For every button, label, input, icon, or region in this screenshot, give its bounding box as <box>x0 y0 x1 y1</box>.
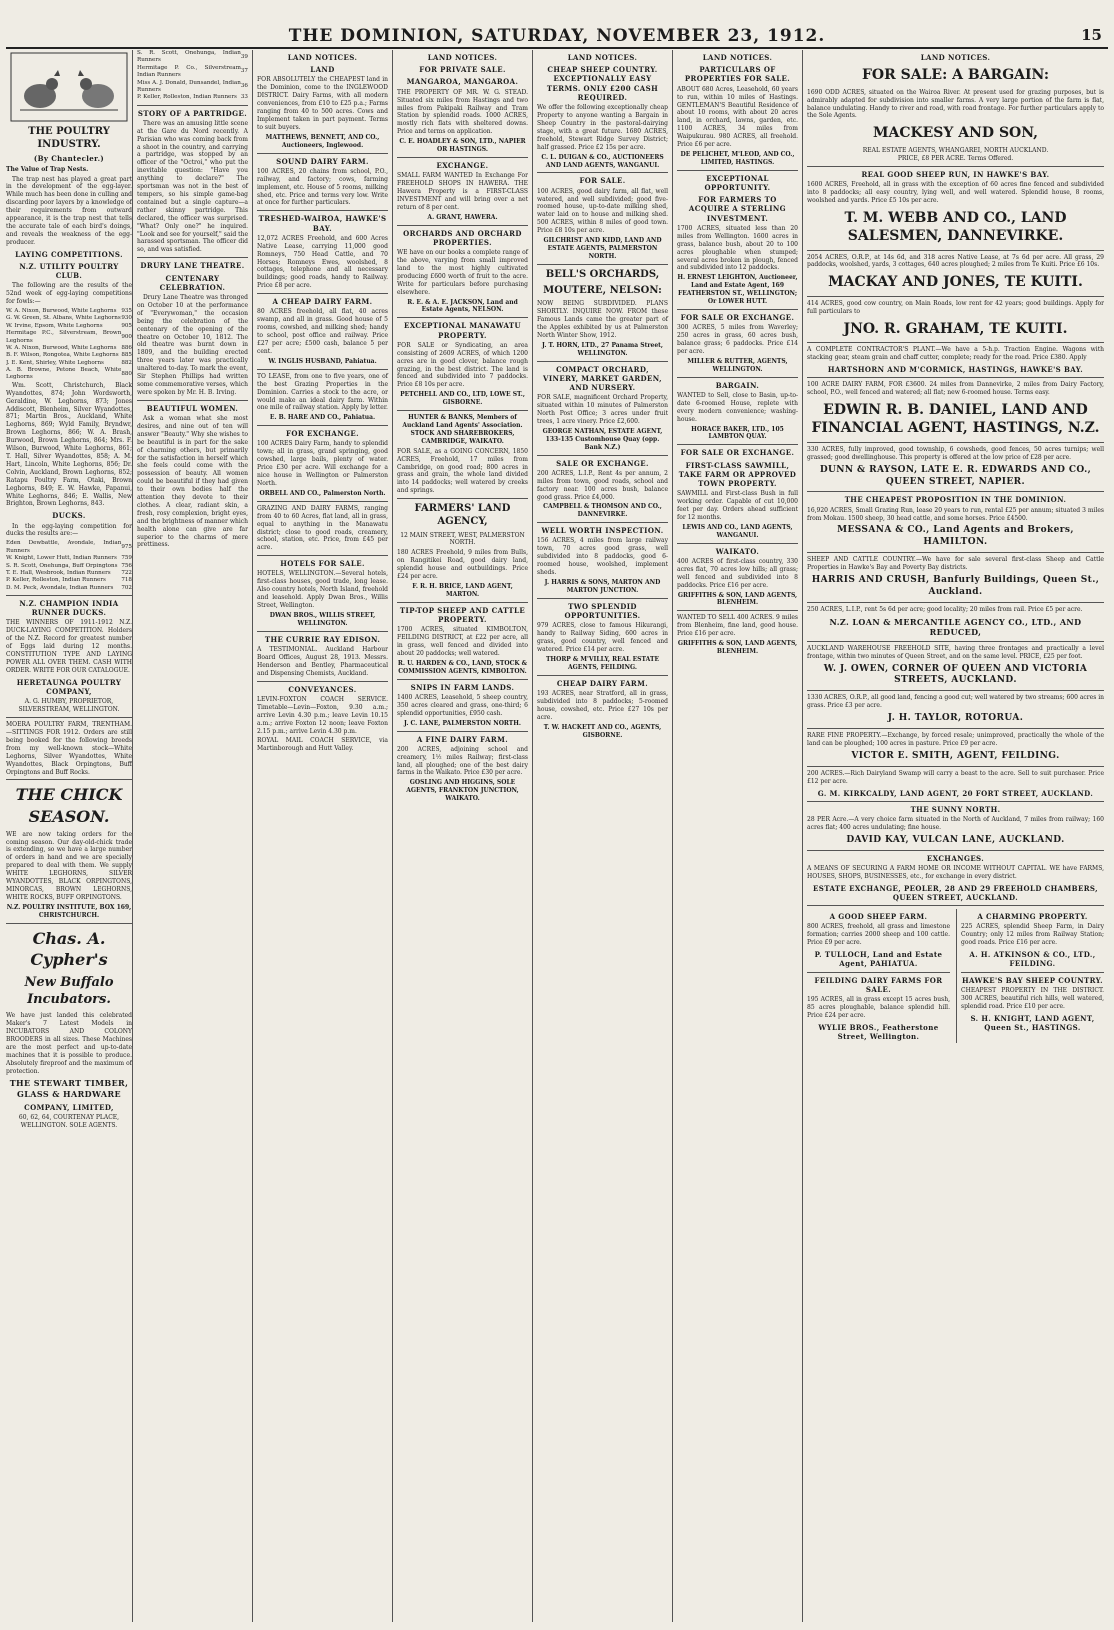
table-row: A. B. Browne, Petone Beach, White Leghorns 880 <box>6 367 132 381</box>
private-sale-body: THE PROPERTY OF MR. W. G. STEAD. Situated six miles from Hastings and two miles from Pakipaki Railway and Tram Station by splendid roads. 1000 ACRES, mostly rich flats with sheltered downs. Price and terms on application. <box>397 88 528 136</box>
well-worth-heading: WELL WORTH INSPECTION. <box>541 526 664 536</box>
sawmill-heading: FIRST-CLASS SAWMILL, TAKE FARM OR APPROVED TOWN PROPERTY. <box>678 460 797 489</box>
chick-season-body: WE are now taking orders for the coming season. Our day-old-chick trade is extending, so we have a large number of orders in hand and we are specially prepared to deal with them. We supply WHITE LEGHORNS, SILVER WYANDOTTES, BLACK ORPINGTONS, MINORCAS, BROWN LEGHORNS, WHITE ROCKS, BUFF ORPINGTONS. <box>6 830 132 901</box>
snips-heading: SNIPS IN FARM LANDS. <box>410 682 515 692</box>
grant-agent: A. GRANT, HAWERA. <box>427 213 498 221</box>
owen-agent: W. J. OWEN, CORNER OF QUEEN AND VICTORIA STREETS, AUCKLAND. <box>823 663 1088 686</box>
hotels-heading: HOTELS FOR SALE. <box>280 559 365 569</box>
cheap-dairy-heading: CHEAP DAIRY FARM. <box>556 678 649 688</box>
dunn-body: 330 ACRES, fully improved, good township, 6 cowsheds, good fences, 50 acres turnips; well grassed; good dwellinghouse. This property is offered at the low price of £28 per acre. <box>807 445 1104 461</box>
daniel-agent: EDWIN R. B. DANIEL, LAND AND FINANCIAL AGENT, HASTINGS, N.Z. <box>811 401 1100 437</box>
webb-body: 1600 ACRES, Freehold, all in grass with the exception of 60 acres fine fenced and subdivided into 8 paddocks; all easy country, lying well, and well watered. Splendid house, 8 rooms, woolshed and yards. Price £5 10s per acre. <box>807 180 1104 204</box>
poultry-title: THE POULTRY INDUSTRY. <box>28 126 110 151</box>
private-sale-heading: FOR PRIVATE SALE. <box>419 65 506 75</box>
mackesy-agent: MACKESY AND SON, <box>872 125 1039 142</box>
hartshorn-agent: HARTSHORN AND M'CORMICK, HASTINGS, HAWKE'S BAY. <box>827 364 1084 374</box>
thorp-agent: THORP & M'VILLY, REAL ESTATE AGENTS, FEILDING. <box>545 655 660 671</box>
farmers-address: 12 MAIN STREET, WEST, PALMERSTON NORTH. <box>400 531 525 547</box>
two-opportunities-heading: TWO SPLENDID OPPORTUNITIES. <box>564 601 641 621</box>
sound-dairy-body: 100 ACRES, 20 chains from school, P.O., railway, and factory; cows, farming implement, etc. House of 5 rooms, milking shed, etc. Price and terms very low. Write at once for further particulars. <box>257 167 388 207</box>
wairoa-body: 12,072 ACRES Freehold, and 600 Acres Native Lease, carrying 11,000 good Romneys, 750 Head Cattle, and 70 Horses; Romneys Ewes, woolshed, 8 cottages, telephone and all necessary buildings; good roads, handy to Railway. Price £8 per acre. <box>257 234 388 290</box>
table-row: W. Irvine, Epsom, White Leghorns 905 <box>6 322 132 329</box>
land-sub: LAND <box>310 65 335 75</box>
cheapest-body: 16,920 ACRES, Small Grazing Run, lease 20 years to run, rental £25 per annum; situated 3 miles from Mokau. 1500 sheep, 30 head cattle, and some horses. Price £4500. <box>807 506 1104 522</box>
stewart-address: 60, 62, 64, COURTENAY PLACE, WELLINGTON. SOLE AGENTS. <box>18 1113 120 1129</box>
table-row: Hermitage P. Co., Silverstream Indian Runners 37 <box>137 64 248 79</box>
heretaunga-heading: HERETAUNGA POULTRY COMPANY, <box>16 677 122 697</box>
for-sale-body: 100 ACRES, good dairy farm, all flat, well watered, and well subdivided; good five-roomed house, up-to-date milking shed, water laid on to house and milking shed. 500 ACRES, within 8 miles of good town. Price £8 10s per acre. <box>537 187 668 235</box>
loan-agent: N.Z. LOAN & MERCANTILE AGENCY CO., LTD., AND REDUCED, <box>829 616 1082 638</box>
tiptop-body: 1700 ACRES, situated KIMBOLTON, FEILDING DISTRICT, at £22 per acre, all in grass, well fenced and divided into about 20 paddocks; well watered. <box>397 626 528 657</box>
ducks-table <box>6 540 132 592</box>
laying-body: Wm. Scott, Christchurch, Black Wyandottes, 874; John Wordsworth, Geraldine, W. Leghorns, 873; Jones Addiscott, Blenheim, Silver Wyandottes, 871; Martin Bros., Auckland, White Leghorns, 869; Wyld Family, Bryndwr, Brown Leghorns, 866; W. A. Brash, Burwood, Brown Leghorns, 864; Mrs. F. Wilson, Burwood, White Leghorns, 861; T. Hall, Silver Wyandottes, 858; A. M. Hart, Lincoln, White Leghorns, 856; Dr. Colvin, Auckland, Brown Leghorns, 852; Ratapu Poultry Farm, Otaki, Brown Leghorns, 849; E. W. Hawke, Papanui, White Leghorns, 846; E. Wallis, New Brighton, Brown Leghorns, 843. <box>6 381 132 508</box>
duck-scores-table <box>137 50 248 102</box>
orbell-agent: ORBELL AND CO., Palmerston North. <box>259 489 386 497</box>
table-row: T. E. Hall, Wesbrook, Indian Runners 722 <box>6 569 132 576</box>
ducks-intro: In the egg-laying competition for ducks the results are:— <box>6 522 132 538</box>
exchanges-body: A MEANS OF SECURING A FARM HOME OR INCOME WITHOUT CAPITAL. WE have FARMS, HOUSES, SHOPS, BUSINESSES, etc., for exchange in every district. <box>807 864 1104 880</box>
table-row: P. Keller, Rolleston, Indian Runners 33 <box>137 94 248 101</box>
well-worth-body: 156 ACRES, 4 miles from large railway town, 70 acres good grass, well subdivided into 8 paddocks, good 6-roomed house, woolshed, implement sheds. <box>537 537 668 577</box>
wanted-sell-body: WANTED TO SELL 400 ACRES. 9 miles from Blenheim, fine land, good house. Price £16 per acre. <box>677 614 798 638</box>
orchards-body: WE have on our books a complete range of the above, varying from small improved land to the most highly cultivated producing £600 worth of fruit to the acre. Write for particulars before purchasing elsewhere. <box>397 249 528 296</box>
harris-crush-agent: HARRIS AND CRUSH, Banfurly Buildings, Queen St., Auckland. <box>811 575 1100 597</box>
knight-heading: HAWKE'S BAY SHEEP COUNTRY. <box>961 975 1103 985</box>
land-notices-heading: LAND NOTICES. <box>427 53 498 62</box>
hare-agent: E. B. HARE AND CO., Pahiatua. <box>269 414 376 422</box>
column-land-notices-1 <box>252 50 392 1622</box>
mackay-body: 2054 ACRES, O.R.P., at 14s 6d, and 318 acres Native Lease, at 7s 6d per acre. All grass, 29 paddocks, woolshed, yards, 3 cottages, 640 acres ploughed; 2 miles from Te Kuiti. Price £6 10s. <box>807 253 1104 269</box>
kirkcaldy-body: 200 ACRES.—Rich Dairyland Swamp will carry a beast to the acre. Sell to suit purchaser. Price £12 per acre. <box>807 769 1104 785</box>
table-row: D. M. Peck, Avondale, Indian Runners 702 <box>6 584 132 591</box>
beautiful-women-body: Ask a woman what she most desires, and nine out of ten will answer "Beauty." Why she wishes to be beautiful is in part for the sake of charming others, but primarily for the satisfaction in herself which she feels could come with the possession of beauty. All women could be beautiful if they had given to their own bodies half the attention they devote to their clothes. A clear, radiant skin, a fresh, rosy complexion, bright eyes, and the brightness of manner which health alone can give are far superior to the charms of mere prettiness. <box>137 414 248 549</box>
exceptional-heading: EXCEPTIONAL OPPORTUNITY. <box>704 173 771 192</box>
two-opportunities-body: 979 ACRES, close to famous Hikurangi, handy to Railway Siding, 600 acres in grass, good country, well fenced and watered. Price £14 per acre. <box>537 622 668 654</box>
fine-dairy-body: 200 ACRES, adjoining school and creamery, 1½ miles Railway; first-class land, all ploughed; one of the best dairy farms in the Waikato. Price £30 per acre. <box>397 745 528 777</box>
dwan-agent: DWAN BROS., WILLIS STREET, WELLINGTON. <box>269 612 376 627</box>
webb-agent: T. M. WEBB AND CO., LAND SALESMEN, DANNEVIRKE. <box>844 209 1067 245</box>
land-notices-heading: LAND NOTICES. <box>702 53 773 62</box>
farmers-heading: FARMERS' LAND AGENCY, <box>414 503 511 528</box>
moera-ad: MOERA POULTRY FARM, TRENTHAM.—SITTINGS FOR 1912. Orders are still being booked for the following breeds from my well-known stock—White Leghorns, Silver Wyandottes, White Wyandottes, Black Orpingtons, Buff Orpingtons and Buff Rocks. <box>6 721 132 776</box>
column-stories <box>132 50 252 1622</box>
edison-heading: THE CURRIE RAY EDISON. <box>264 634 381 644</box>
sheep-farm-body: 800 ACRES, freehold, all grass and limestone formation; carries 2000 sheep and 100 cattle. Price £9 per acre. <box>807 923 950 947</box>
hawera-heading: EXCHANGE. <box>436 160 489 170</box>
exchange-body: 100 ACRES Dairy Farm, handy to splendid town; all in grass, grand springing, good cowshed, large bails, plenty of water. Price £30 per acre. Will exchange for a nice house in Wellington or Palmerston North. <box>257 440 388 487</box>
exceptional-body: 1700 ACRES, situated less than 20 miles from Wellington. 1600 acres in grass, balance bush, about 20 to 100 acres ploughable when stumped; several acres broken in plough, fenced and subdivided into 12 paddocks. <box>677 224 798 272</box>
mangaroa-heading: MANGAROA, MANGAROA. <box>406 77 519 87</box>
cheap-dairy-body: 80 ACRES freehold, all flat, 40 acres swamp, and all in grass. Good house of 5 rooms, cowshed, and milking shed; handy to school, post office and railway. Price £27 per acre; £500 cash, balance 5 per cent. <box>257 308 388 355</box>
masthead-rule <box>6 47 1108 49</box>
cypher-body: We have just landed this celebrated Maker's 7 Latest Models in INCUBATORS AND COLONY BROODERS in all sizes. These Machines are the most perfect and up-to-date machines that it is possible to produce. Absolutely fireproof and the maximum of protection. <box>6 1012 132 1075</box>
table-row: W. A. Nixon, Burwood, White Leghorns 935 <box>6 308 132 315</box>
miller-agent: MILLER & RUTTER, AGENTS, WELLINGTON. <box>687 357 788 373</box>
stewart-sub: COMPANY, LIMITED, <box>24 1102 114 1112</box>
grazing-body: GRAZING AND DAIRY FARMS, ranging from 40 to 60 Acres, flat land, all in grass, equal to anything in the Manawatu district; close to good roads, creamery, school, station, etc. Price, from £45 per acre. <box>257 504 388 552</box>
hunter-agent: HUNTER & BANKS, Members of Auckland Land Agents' Association. STOCK AND SHAREBROKERS, CAMBRIDGE, WAIKATO. <box>402 414 523 445</box>
partridge-heading: STORY OF A PARTRIDGE. <box>137 108 248 118</box>
inglis-agent: W. INGLIS HUSBAND, Pahiatua. <box>268 357 377 365</box>
compact-orchard-body: FOR SALE, magnificent Orchard Property, situated within 10 minutes of Palmerston North Post Office; 3 acres under fruit trees, 1 acre vinery. Price £2,600. <box>537 394 668 425</box>
cheapest-heading: THE CHEAPEST PROPOSITION IN THE DOMINION. <box>844 495 1067 505</box>
taylor-body: 1330 ACRES, O.R.P., all good land, fencing a good cut; well watered by two streams; 600 acres in grass. Price £3 per acre. <box>807 694 1104 710</box>
taylor-agent: J. H. TAYLOR, ROTORUA. <box>887 713 1024 724</box>
cheap-dairy-heading: A CHEAP DAIRY FARM. <box>272 297 373 307</box>
orchards-heading: ORCHARDS AND ORCHARD PROPERTIES. <box>403 228 522 247</box>
table-row: B. F. Wilson, Rongotea, White Leghorns 885 <box>6 352 132 359</box>
warehouse-body: AUCKLAND WAREHOUSE FREEHOLD SITE, having three frontages and practically a level frontage, within two minutes of Queen Street, and on the same level. PRICE, £25 per foot. <box>807 644 1104 660</box>
trap-nests-heading: The Value of Trap Nests. <box>6 165 89 173</box>
griffiths-agent-2: GRIFFITHS & SON, LAND AGENTS, BLENHEIM. <box>677 640 798 656</box>
matthews-agent: MATTHEWS, BENNETT, AND CO., Auctioneers, Inglewood. <box>265 133 380 149</box>
harden-agent: R. U. HARDEN & CO., LAND, STOCK & COMMISSION AGENTS, KIMBOLTON. <box>397 659 528 675</box>
lane-agent: J. C. LANE, PALMERSTON NORTH. <box>403 719 522 727</box>
sheep-farm-heading: A GOOD SHEEP FARM. <box>829 912 928 922</box>
column-land-notices-4 <box>672 50 802 1622</box>
duigan-agent: C. L. DUIGAN & CO., AUCTIONEERS AND LAND AGENTS, WANGANUI. <box>541 153 664 169</box>
particulars-heading: PARTICULARS OF PROPERTIES FOR SALE. <box>684 65 791 84</box>
trap-nests-body: The trap nest has played a great part in the development of the egg-layer. While much has been done in culling and discarding poor layers by a knowledge of their requirements from outward appearance, it is the trap nest that tells the accurate tale of each bird's doings, and reveals the weakness of the egg-producer. <box>6 175 132 246</box>
cheap-sheep-body: We offer the following exceptionally cheap Property to anyone wanting a Bargain in Sheep Country in the pastoral-dairying stage, with a great future. 1680 ACRES, freehold, Stewart Ridge Survey District; half grassed. Price £2 15s per acre. <box>537 104 668 151</box>
hackett-agent: T. W. HACKETT AND CO., AGENTS, GISBORNE. <box>543 723 662 739</box>
tiptop-heading: TIP-TOP SHEEP AND CATTLE PROPERTY. <box>399 605 526 624</box>
conveyances-heading: CONVEYANCES. <box>288 684 357 694</box>
chick-season-heading: THE CHICK SEASON. <box>15 785 123 826</box>
smith-body: RARE FINE PROPERTY.—Exchange, by forced resale; unimproved, practically the whole of the land can be ploughed; 100 acres in pasture. Price £9 per acre. <box>807 732 1104 747</box>
graham-body: 414 ACRES, good cow country, on Main Roads, low rent for 42 years; good buildings. Apply for full particulars to <box>807 299 1104 315</box>
land-notices-heading: LAND NOTICES. <box>567 53 638 62</box>
table-row: W. Knight, Lower Hutt, Indian Runners 759 <box>6 555 132 562</box>
campbell-agent: CAMPBELL & THOMSON AND CO., DANNEVIRKE. <box>543 503 662 519</box>
lease-body: TO LEASE, from one to five years, one of the best Grazing Properties in the Dominion. Carries a stock to the acre, or would make an ideal dairy farm. Within one mile of railway station. Apply by letter. <box>257 372 388 412</box>
compact-orchard-heading: COMPACT ORCHARD, VINERY, MARKET GARDEN, AND NURSERY. <box>543 364 662 392</box>
sale-exchange-heading: FOR SALE OR EXCHANGE. <box>680 313 795 322</box>
dunn-agent: DUNN & RAYSON, LATE E. R. EDWARDS AND CO., QUEEN STREET, NAPIER. <box>819 464 1092 487</box>
poultry-illustration <box>10 52 128 122</box>
smith-agent: VICTOR E. SMITH, AGENT, FEILDING. <box>851 750 1060 761</box>
pelichet-agent: DE PELICHET, M'LEOD, AND CO., LIMITED, HASTINGS. <box>680 150 795 166</box>
nz-poultry-institute: N.Z. POULTRY INSTITUTE, BOX 169, CHRISTCHURCH. <box>6 903 132 919</box>
table-row: W. A. Nixon, Burwood, White Leghorns 886 <box>6 344 132 351</box>
manawatu-body: FOR SALE or Syndicating, an area consisting of 2609 ACRES, of which 1200 acres are in good clover, balance rough grazing, in the best district. The land is fenced and subdivided into 7 paddocks. Price £8 10s per acre. <box>397 341 528 389</box>
column-poultry <box>6 50 132 1622</box>
exchanges-heading: EXCHANGES. <box>926 853 985 863</box>
waikato-heading: WAIKATO. <box>715 546 760 556</box>
bells-body: NOW BEING SUBDIVIDED. PLANS SHORTLY. INQUIRE NOW. FROM these Famous Lands came the greater part of the Apples exhibited by us at Palmerston North Winter Show, 1912. <box>537 300 668 339</box>
edison-body: A TESTIMONIAL. Auckland Harbour Board Offices, August 28, 1913. Messrs. Henderson and Bentley, Pharmaceutical and Dispensing Chemists, Auckland. <box>257 646 388 677</box>
stewart-heading: THE STEWART TIMBER, GLASS & HARDWARE <box>9 1078 129 1099</box>
bottom-ads-right <box>956 909 1104 1043</box>
knight-body: CHEAPEST PROPERTY IN THE DISTRICT. 300 ACRES, beautiful rich hills, well watered, splendid road. Price £10 per acre. <box>961 986 1104 1010</box>
cheap-sheep-heading: CHEAP SHEEP COUNTRY. EXCEPTIONALLY EASY TERMS. ONLY £200 CASH REQUIRED. <box>546 65 659 102</box>
champion-ducks-body: THE WINNERS OF 1911-1912 N.Z. DUCK-LAYING COMPETITION. Holders of the N.Z. Record for greatest number of Eggs laid during 12 months. CONSTITUTION TYPE AND LAYING POWER ALL OVER THEM. CASH WITH ORDER. WRITE FOR OUR CATALOGUE. <box>6 619 132 674</box>
farmers-body: 180 ACRES Freehold, 9 miles from Bulls, on Rangitikei Road, good dairy land, splendid house and outbuildings. Price £24 per acre. <box>397 549 528 581</box>
mackesy-sub: REAL ESTATE AGENTS, WHANGAREI, NORTH AUCKLAND. <box>862 146 1049 154</box>
cypher-subheading: New Buffalo Incubators. <box>24 974 114 1008</box>
sale-exchange-heading-2: FOR SALE OR EXCHANGE. <box>680 448 795 458</box>
kay-agent: DAVID KAY, VULCAN LANE, AUCKLAND. <box>846 834 1065 845</box>
messana-agent: MESSANA & CO., Land Agents and Brokers, HAMILTON. <box>837 525 1074 548</box>
table-row: Eden Dewbattle, Avondale, Indian Runners 975 <box>6 540 132 554</box>
partridge-body: There was an amusing little scene at the Gare du Nord recently. A Parisian who was coming back from a shoot in the country, and carrying a partridge, was stopped by an officer of the "Octroi," who put the inevitable question: "Have you anything to declare?" The sportsman was not in the best of tempers, so his simple game-bag contained but a single capture—a rather skinny partridge. This declared, the officer was surprised. "What? Only one?" he inquired. "Look and see for yourself," said the harassed sportsman. The officer did so, and was satisfied. <box>137 119 248 254</box>
cypher-heading: Chas. A. Cypher's <box>30 928 108 969</box>
table-row: S. R. Scott, Onehunga, Indian Runners 39 <box>137 50 248 64</box>
bargain-heading: BARGAIN. <box>715 380 760 390</box>
plant-body: A COMPLETE CONTRACTOR'S PLANT.—We have a 5-h.p. Traction Engine. Wagons with stacking gear, steam grain and chaff cutter, complete; ready for the road. Price £380. Apply <box>807 346 1104 361</box>
harris-agent: J. HARRIS & SONS, MARTON AND MARTON JUNCTION. <box>544 579 661 594</box>
hawera-body: SMALL FARM WANTED In Exchange For FREEHOLD SHOPS IN HAWERA. THE Hawera Property is a FIRST-CLASS INVESTMENT and will bring over a net return of 8 per cent. <box>397 172 528 211</box>
laying-table <box>6 308 132 382</box>
mackay-agent: MACKAY AND JONES, TE KUITI. <box>828 274 1083 291</box>
mackesy-price: PRICE, £8 PER ACRE. Terms Offered. <box>897 154 1014 162</box>
for-sale-heading: FOR SALE. <box>579 176 626 186</box>
bottom-ads-row <box>807 909 1104 1043</box>
atkinson-agent: A. H. ATKINSON & CO., LTD., FEILDING. <box>969 950 1096 969</box>
wanted-body: WANTED to Sell, close to Basin, up-to-date 6-roomed House, replete with every modern convenience; washing-house. <box>677 391 798 423</box>
sale-exchange-body: 300 ACRES, 5 miles from Waverley; 250 acres in grass, 60 acres bush, balance grass; 6 paddocks. Price £14 per acre. <box>677 324 798 355</box>
table-row: J. E. Kent, Shirley, White Leghorns 882 <box>6 359 132 366</box>
exceptional-sub: FOR FARMERS TO ACQUIRE A STERLING INVESTMENT. <box>688 195 787 223</box>
table-row: G. W. Green, St. Albans, White Leghorns 930 <box>6 315 132 322</box>
sawmill-body: SAWMILL and First-class Bush in full working order. Capable of cut 10,000 feet per day. Orders ahead sufficient for 12 months. <box>677 490 798 521</box>
daniel-body: 100 ACRE DAIRY FARM, FOR £3600. 24 miles from Dannevirke, 2 miles from Dairy Factory, school, P.O., well fenced and watered; all flat; new 6-roomed house. Terms easy. <box>807 381 1104 397</box>
bargain-heading: FOR SALE: A BARGAIN: <box>861 67 1050 84</box>
heretaunga-address: A. G. HUMBY, PROPRIETOR, SILVERSTREAM, WELLINGTON. <box>18 698 120 714</box>
baker-agent: HORACE BAKER, LTD., 105 LAMBTON QUAY. <box>691 425 784 441</box>
fine-dairy-heading: A FINE DAIRY FARM. <box>416 734 509 744</box>
charming-heading: A CHARMING PROPERTY. <box>977 912 1088 922</box>
laying-intro: The following are the results of the 52nd week of egg-laying competitions for fowls:— <box>6 282 132 306</box>
land-notices-heading: LAND NOTICES. <box>920 53 991 62</box>
leighton-agent: H. ERNEST LEIGHTON, Auctioneer, Land and Estate Agent, 169 FEATHERSTON ST., WELLINGTON; Or LOWER HUTT. <box>677 274 798 306</box>
petchell-agent: PETCHELL AND CO., LTD, LOWE ST., GISBORNE. <box>400 391 525 407</box>
knight-agent: S. H. KNIGHT, LAND AGENT, Queen St., HASTINGS. <box>970 1013 1095 1032</box>
brice-agent: F. R. H. BRICE, LAND AGENT, MARTON. <box>412 582 513 598</box>
bells-sub: MOUTERE, NELSON: <box>543 285 662 296</box>
snips-body: 1400 ACRES, Leasehold, 5 sheep country, 350 acres cleared and grass, one-third; 6 splendid opportunities, £950 cash. <box>397 693 528 717</box>
manawatu-heading: EXCEPTIONAL MANAWATU PROPERTY. <box>403 321 522 340</box>
griffiths-agent: GRIFFITHS & SON, LAND AGENTS, BLENHEIM. <box>677 591 798 607</box>
exchange-heading: FOR EXCHANGE. <box>286 429 359 439</box>
kirkcaldy-agent: G. M. KIRKCALDY, LAND AGENT, 20 FORT STREET, AUCKLAND. <box>817 788 1094 798</box>
conveyances-body: LEVIN-FOXTON COACH SERVICE. Timetable—Levin—Foxton, 9.30 a.m.; arrive Levin 4.30 p.m.; leave Levin 10.15 a.m.; arrive Foxton 12 noon; leave Foxton 2.15 p.m.; arrive Levin 4.30 p.m. <box>257 695 388 735</box>
masthead <box>0 0 1114 46</box>
gilchrist-agent: GILCHRIST AND KIDD, LAND AND ESTATE AGENTS, PALMERSTON NORTH. <box>543 237 662 260</box>
lewis-agent: LEWIS AND CO., LAND AGENTS, WANGANUI. <box>682 523 793 539</box>
feilding-body: 195 ACRES, all in grass except 15 acres bush, 85 acres ploughable, balance splendid hill. Price £24 per acre. <box>807 996 950 1019</box>
peoler-agent: ESTATE EXCHANGE, PEOLER, 28 AND 29 FREEHOLD CHAMBERS, QUEEN STREET, AUCKLAND. <box>813 883 1098 902</box>
land-body: FOR ABSOLUTELY the CHEAPEST land in the Dominion, come to the INGLEWOOD DISTRICT. Dairy Farms, with all modern conveniences, from £10 to £25 p.a.; Farms ranging from 40 to 500 acres. Cows and Implement taken in part payment. Terms to suit buyers. <box>257 76 388 131</box>
charming-body: 225 ACRES, splendid Sheep Farm, in Dairy Country; only 12 miles from Railway Station; good roads. Price £16 per acre. <box>961 923 1104 947</box>
jackson-agent: R. E. & A. E. JACKSON, Land and Estate Agents, NELSON. <box>407 298 518 314</box>
ducks-heading: DUCKS. <box>52 511 86 521</box>
laying-competitions-heading: LAYING COMPETITIONS. <box>15 249 123 259</box>
sale-exchange-heading: SALE OR EXCHANGE. <box>556 458 649 468</box>
gosling-agent: GOSLING AND HIGGINS, SOLE AGENTS, FRANKTON JUNCTION, WAIKATO. <box>406 779 519 803</box>
column-land-notices-5 <box>802 50 1108 1622</box>
drury-lane-heading: DRURY LANE THEATRE. <box>140 261 245 271</box>
hotels-body: HOTELS, WELLINGTON.—Several hotels, first-class houses, good trade, long lease. Also country hotels, North Island, freehold and leasehold. Apply Dwan Bros., Willis Street, Wellington. <box>257 570 388 610</box>
cheap-dairy-body: 193 ACRES, near Stratford, all in grass, subdivided into 8 paddocks; 5-roomed house, cowshed, etc. Price £27 10s per acre. <box>537 689 668 721</box>
bottom-ads-left <box>807 909 950 1043</box>
column-land-notices-3 <box>532 50 672 1622</box>
hoadley-agent: C. E. HOADLEY & SON, LTD., NAPIER OR HASTINGS. <box>399 138 526 154</box>
waikato-body: 400 ACRES of first-class country, 330 acres flat, 70 acres low hills; all grass; well fenced and subdivided into 8 paddocks. Price £16 per acre. <box>677 557 798 589</box>
table-row: S. R. Scott, Onehunga, Buff Orpingtons 756 <box>6 562 132 569</box>
poultry-byline: (By Chantecler.) <box>33 154 105 164</box>
sheep-cattle-body: SHEEP AND CATTLE COUNTRY.—We have for sale several first-class Sheep and Cattle Properties in Hawke's Bay and Poverty Bay districts. <box>807 556 1104 572</box>
beautiful-women-heading: BEAUTIFUL WOMEN. <box>146 403 239 413</box>
nathan-agent: GEORGE NATHAN, ESTATE AGENT, 133-135 Customhouse Quay (opp. Bank N.Z.) <box>542 427 663 451</box>
loan-body: 250 ACRES, L.I.P., rent 5s 6d per acre; good locality; 20 miles from rail. Price £5 per acre. <box>807 605 1083 613</box>
bargain-body: 1690 ODD ACRES, situated on the Wairoa River. At present used for grazing purposes, but is admirably adapted for subdivision into smaller farms. A very large portion of the farm is flat, balance undulating. Handy to river and road, with road frontage. For further particulars apply to the Sole Agents. <box>807 88 1104 120</box>
utility-club-heading: N.Z. UTILITY POULTRY CLUB. <box>19 261 119 281</box>
drury-lane-sub: CENTENARY CELEBRATION. <box>159 273 226 292</box>
sunny-north-heading: THE SUNNY NORTH. <box>910 804 1001 814</box>
page-number: 15 <box>1081 26 1102 44</box>
sale-exchange-body: 200 ACRES, L.I.P., Rent 4s per annum, 2 miles from town, good roads, school and factory near. 100 acres bush, balance good grass. Price £4,000. <box>537 469 668 501</box>
sound-dairy-heading: SOUND DAIRY FARM. <box>276 156 369 166</box>
column-land-notices-2 <box>392 50 532 1622</box>
mail-coach: ROYAL MAIL COACH SERVICE, via Martinborough and Hutt Valley. <box>257 737 388 753</box>
wairoa-heading: TRESHED-WAIROA, HAWKE'S BAY. <box>258 214 387 233</box>
horn-agent: J. T. HORN, LTD., 27 Panama Street, WELLINGTON. <box>541 341 664 357</box>
tulloch-agent: P. TULLOCH, Land and Estate Agent, PAHIATUA. <box>814 950 943 969</box>
newspaper-title: THE DOMINION, SATURDAY, NOVEMBER 23, 1912. <box>288 26 826 46</box>
champion-ducks-heading: N.Z. CHAMPION INDIA RUNNER DUCKS. <box>19 599 119 618</box>
hunter-body: FOR SALE, as a GOING CONCERN, 1850 ACRES, Freehold, 17 miles from Cambridge, on good road; 800 acres in grass and grain, the whole land divided into 14 paddocks; well watered by creeks and springs. <box>397 447 528 495</box>
bells-heading: BELL'S ORCHARDS, <box>545 268 660 280</box>
table-row: Miss A. J. Donald, Dunsandel, Indian Runners 36 <box>137 79 248 93</box>
wylie-agent: WYLIE BROS., Featherstone Street, Wellington. <box>818 1022 939 1042</box>
table-row: P. Keller, Rolleston, Indian Runners 718 <box>6 577 132 584</box>
table-row: Hermitage P.C., Silverstream, Brown Leghorns 900 <box>6 330 132 344</box>
land-notices-heading: LAND NOTICES. <box>287 53 358 62</box>
webb-heading: REAL GOOD SHEEP RUN, IN HAWKE'S BAY. <box>861 169 1050 179</box>
drury-lane-body: Drury Lane Theatre was thronged on October 10 at the performance of "Everywoman," the occasion being the celebration of the centenary of the opening of the theatre on October 10, 1812. The old theatre was burnt down in 1809, and the building erected three years later was practically unaltered to-day. To mark the event, Sir Stephen Phillips had written some commemorative verses, which were spoken by Mr. H. B. Irving. <box>137 293 248 396</box>
feilding-heading: FEILDING DAIRY FARMS FOR SALE. <box>814 975 943 994</box>
sunny-north-body: 28 PER Acre.—A very choice farm situated in the North of Auckland, 7 miles from railway; 160 acres flat; 400 acres undulating; fine house. <box>807 816 1104 831</box>
graham-agent: JNO. R. GRAHAM, TE KUITI. <box>843 320 1068 337</box>
particulars-body: ABOUT 680 Acres, Leasehold, 60 years to run, within 10 miles of Hastings. GENTLEMAN'S Beautiful Residence of about 10 rooms, with about 20 acres land, in orchard, lawns, garden, etc. 1100 ACRES, 34 miles from Waipukurau. 980 ACRES, all freehold. Price £6 per acre. <box>677 85 798 149</box>
